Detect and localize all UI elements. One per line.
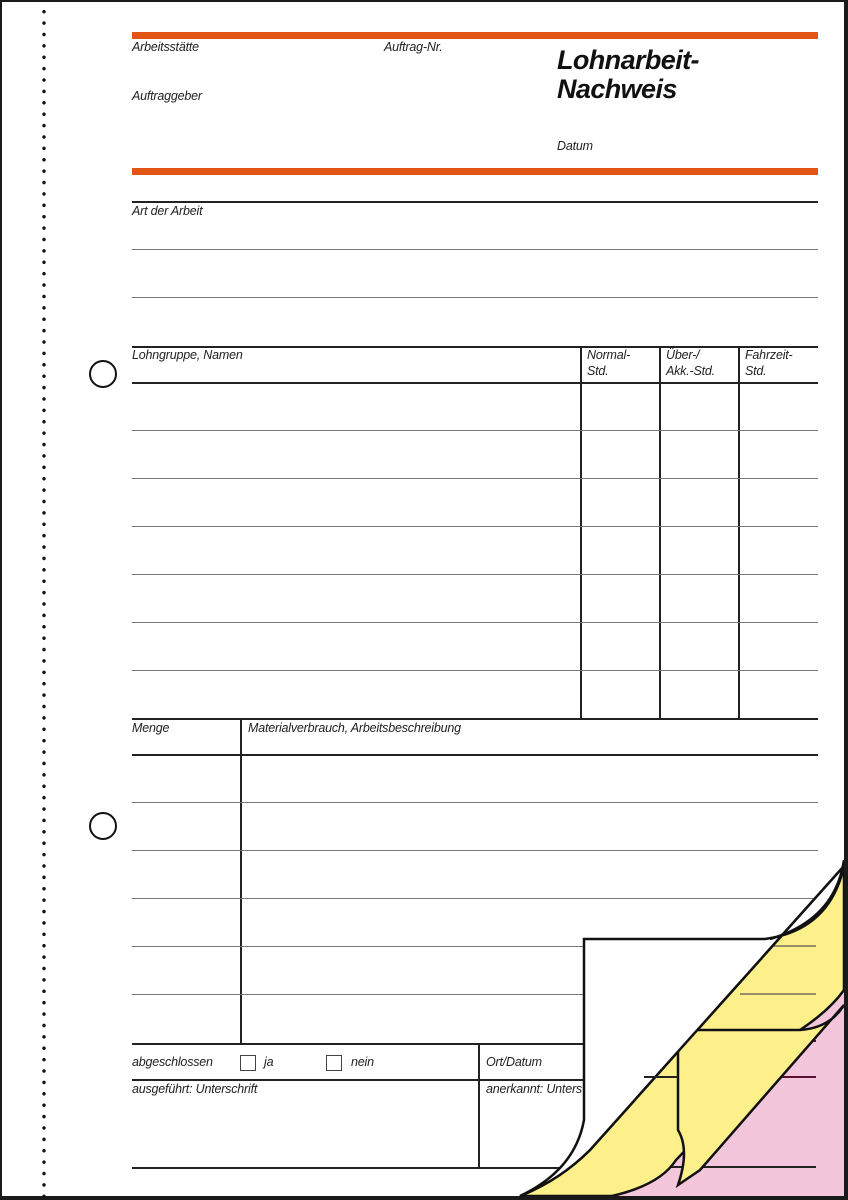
- ort-datum-label: Ort/Datum: [486, 1055, 542, 1069]
- art-der-arbeit-label: Art der Arbeit: [132, 204, 203, 218]
- col-material-header: Materialverbrauch, Arbeitsbeschreibung: [248, 721, 461, 735]
- form-sheet: [2, 2, 844, 1196]
- auftraggeber-label: Auftraggeber: [132, 89, 202, 103]
- title-line-1: Lohnarbeit-: [557, 45, 699, 75]
- ausgefuehrt-label: ausgeführt: Unterschrift: [132, 1082, 258, 1096]
- col-menge-header: Menge: [132, 721, 170, 735]
- nein-label: nein: [351, 1055, 374, 1069]
- page-curl-copies-icon: [2, 2, 844, 1196]
- datum-label: Datum: [557, 139, 593, 153]
- col-ueber-header-1: Über-/: [666, 348, 700, 362]
- arbeitsstaette-label: Arbeitsstätte: [132, 40, 199, 54]
- col-ueber-header-2: Akk.-Std.: [666, 364, 715, 378]
- ja-label: ja: [264, 1055, 274, 1069]
- anerkannt-label: anerkannt: Unters: [486, 1082, 582, 1096]
- col-fahrzeit-header-1: Fahrzeit-: [745, 348, 793, 362]
- auftrag-nr-label: Auftrag-Nr.: [384, 40, 443, 54]
- col-lohngruppe-header: Lohngruppe, Namen: [132, 348, 243, 362]
- col-fahrzeit-header-2: Std.: [745, 364, 767, 378]
- title-line-2: Nachweis: [557, 74, 677, 104]
- abgeschlossen-label: abgeschlossen: [132, 1055, 213, 1069]
- col-normal-header-2: Std.: [587, 364, 609, 378]
- col-normal-header-1: Normal-: [587, 348, 631, 362]
